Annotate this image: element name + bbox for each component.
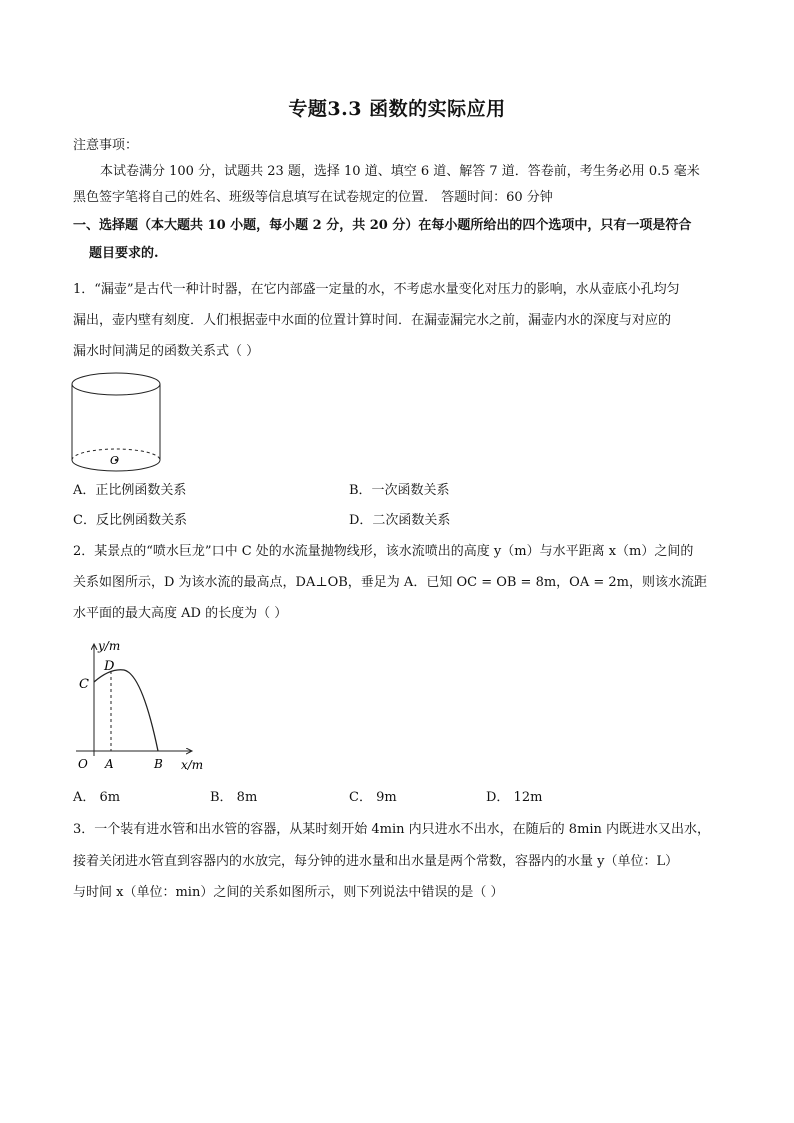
- q2-point-o: O: [78, 757, 88, 771]
- q2-text-1: 2．某景点的“喷水巨龙”口中 C 处的水流量抛物线形，该水流喷出的高度 y（m）与水平距离 x（m）之间的: [73, 544, 694, 559]
- q1-option-b[interactable]: B．一次函数关系: [349, 483, 450, 498]
- q1-text-1: 1．“漏壶”是古代一种计时器，在它内部盛一定量的水，不考虑水量变化对压力的影响，水从壶底小孔均匀: [73, 282, 680, 297]
- q2-point-b: B: [154, 757, 163, 771]
- page-title: 专题3.3 函数的实际应用: [288, 98, 506, 120]
- q1-text-3: 漏水时间满足的函数关系式（ ）: [73, 344, 260, 359]
- q2-option-a[interactable]: A． 6m: [73, 790, 121, 805]
- q3-text-3: 与时间 x（单位：min）之间的关系如图所示，则下列说法中错误的是（ ）: [73, 885, 504, 900]
- q2-option-c[interactable]: C． 9m: [349, 790, 397, 805]
- q3-text-2: 接着关闭进水管直到容器内的水放完，每分钟的进水量和出水量是两个常数，容器内的水量 y（单位：L）: [73, 854, 679, 869]
- q1-option-d[interactable]: D．二次函数关系: [349, 513, 451, 528]
- q2-point-c: C: [79, 677, 89, 692]
- q2-point-a: A: [105, 757, 114, 771]
- q1-option-c[interactable]: C．反比例函数关系: [73, 513, 187, 528]
- q2-option-b[interactable]: B． 8m: [210, 790, 258, 805]
- q1-figure-origin-label: O: [110, 454, 120, 467]
- q2-parabola-figure: [72, 638, 222, 782]
- q2-text-2: 关系如图所示，D 为该水流的最高点，DA⊥OB，垂足为 A．已知 OC = OB = 8m，OA = 2m，则该水流距: [73, 575, 707, 590]
- q2-point-d: D: [104, 659, 115, 674]
- q2-text-3: 水平面的最大高度 AD 的长度为（ ）: [73, 606, 288, 621]
- q2-y-axis-label: y/m: [98, 639, 121, 653]
- notice-line-1: 本试卷满分 100 分，试题共 23 题，选择 10 道、填空 6 道、解答 7 道．答卷前，考生务必用 0.5 毫米: [100, 164, 700, 179]
- q1-text-2: 漏出，壶内壁有刻度．人们根据壶中水面的位置计算时间．在漏壶漏完水之前，漏壶内水的深度与对应的: [73, 313, 672, 328]
- notice-heading: 注意事项：: [73, 138, 139, 153]
- q2-option-d[interactable]: D． 12m: [486, 790, 543, 805]
- q1-cylinder-figure: [68, 370, 168, 482]
- section-heading: 一、选择题（本大题共 10 小题，每小题 2 分，共 20 分）在每小题所给出的四个选项中，只有一项是符合: [73, 218, 692, 233]
- notice-line-2: 黑色签字笔将自己的姓名、班级等信息填写在试卷规定的位置． 答题时间：60 分钟: [73, 190, 553, 205]
- q3-text-1: 3．一个装有进水管和出水管的容器，从某时刻开始 4min 内只进水不出水，在随后的 8min 内既进水又出水，: [73, 822, 711, 837]
- q1-option-a[interactable]: A．正比例函数关系: [73, 483, 187, 498]
- section-heading-cont: 题目要求的.: [89, 246, 159, 261]
- q2-x-axis-label: x/m: [181, 758, 204, 772]
